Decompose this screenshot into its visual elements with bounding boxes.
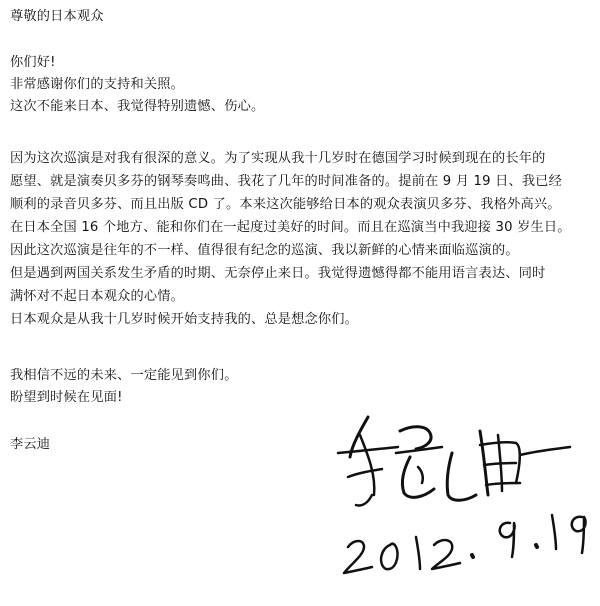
body-line-6: 但是遇到两国关系发生矛盾的时期、无奈停止来日。我觉得遗憾得都不能用语言表达、同时: [10, 266, 546, 281]
body-line-2: 愿望、就是演奏贝多芬的钢琴奏鸣曲、我花了几年的时间准备的。提前在 9 月 19 日、我已经: [10, 174, 563, 189]
body-line-5: 因此这次巡演是往年的不一样、值得很有纪念的巡演、我以新鲜的心情来面临巡演的。: [10, 243, 519, 258]
closing-line-2: 盼望到时候在见面!: [10, 390, 123, 405]
body-line-3: 顺利的录音贝多芬、而且出版 CD 了。本来这次能够给日本的观众表演贝多芬、我格外高兴。: [10, 197, 561, 212]
regret-line: 这次不能来日本、我觉得特别遗憾、伤心。: [10, 99, 265, 114]
body-line-1: 因为这次巡演是对我有很深的意义。为了实现从我十几岁时在德国学习时候到现在的长年的: [10, 151, 546, 166]
closing-line-1: 我相信不远的未来、一定能见到你们。: [10, 368, 238, 383]
body-line-7: 满怀对不起日本观众的心情。: [10, 289, 185, 304]
salutation: 尊敬的日本观众: [10, 9, 104, 24]
thanks-line: 非常感谢你们的支持和关照。: [10, 77, 185, 92]
author-name: 李云迪: [10, 437, 51, 452]
body-line-8: 日本观众是从我十几岁时候开始支持我的、总是想念你们。: [10, 312, 359, 327]
body-line-4: 在日本全国 16 个地方、能和你们在一起度过美好的时间。而且在巡演当中我迎接 30 岁生日。: [10, 220, 571, 235]
greeting: 你们好!: [10, 55, 56, 70]
handwritten-signature: [330, 395, 590, 595]
